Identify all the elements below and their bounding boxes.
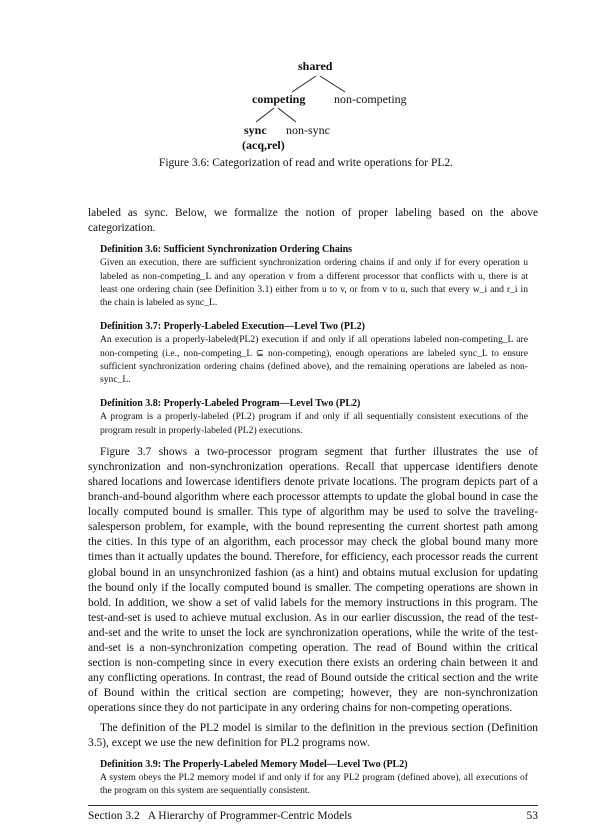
- definition-title: Definition 3.8: Properly-Labeled Program—Level Two (PL2): [100, 398, 361, 410]
- figure-node-sync: sync: [244, 123, 267, 137]
- definition-text: A program is a properly-labeled (PL2) program if and only if all sequentially consistent executions of the program result in properly-labeled (PL2) executions.: [100, 411, 528, 436]
- body-paragraph-1: Figure 3.7 shows a two-processor program segment that further illustrates the use of synchronization and non-synchronization operations. Recall that uppercase identifiers denote shared locations and lowercase identifiers denote private locations. The program depicts part of a branch-and-bound algorithm where each processor attempts to update the global bound in case the locally computed bound is smaller. This type of algorithm may be used to solve the traveling-salesperson problem, for example, with the bound representing the current shortest path among the cities. In this type of an algorithm, each processor may check the global bound many more times than it actually updates the bound. Therefore, for efficiency, each processor reads the current global bound in an unsynchronized fashion (as a hint) and obtains mutual exclusion for updating the bound only if the locally computed bound is smaller. The competing operations are shown in bold. In addition, we show a set of valid labels for the memory instructions in this program. The test-and-set is used to achieve mutual exclusion. As in our earlier discussion, the read of the test-and-set and the write to unset the lock are synchronization operations, while the write of the test-and-set is a non-synchronization competing operation. The read of Bound within the critical section is non-competing since in every execution there exists an ordering chain between it and any conflicting operations. In contrast, the read of Bound outside the critical section and the write of Bound within the critical section are competing; however, they are non-synchronization operations since they do not participate in any ordering chains for non-competing operations.: [88, 445, 538, 715]
- definition-title: Definition 3.7: Properly-Labeled Execution—Level Two (PL2): [100, 321, 365, 333]
- definition-3-7: [100, 320, 528, 386]
- definition-title: Definition 3.9: The Properly-Labeled Memory Model—Level Two (PL2): [100, 758, 408, 770]
- figure-node-non-competing: non-competing: [334, 92, 407, 106]
- definition-text: An execution is a properly-labeled(PL2) execution if and only if all operations labeled non-competing_L are non-competing (i.e., non-competing_L ⊆ non-competing), enough operations are labeled sync_L to ensure sufficient synchronization ordering chains (defined above), and the remaining operations are labeled as non-sync_L.: [100, 334, 528, 386]
- page-footer: [88, 805, 538, 823]
- definition-3-6: [100, 243, 528, 309]
- text-column: [88, 206, 538, 829]
- footer-section: Section 3.2 A Hierarchy of Programmer-Centric Models: [88, 810, 352, 823]
- definition-3-8: [100, 397, 528, 437]
- definition-title: Definition 3.6: Sufficient Synchronization Ordering Chains: [100, 244, 353, 256]
- figure-node-acq-rel: (acq,rel): [242, 138, 285, 152]
- page-number: 53: [526, 810, 538, 823]
- definition-3-9: [100, 758, 528, 798]
- definition-text: Given an execution, there are sufficient synchronization ordering chains if and only if for every operation u labeled as non-competing_L and any operation v from a different processor that conflicts with u, there is at least one ordering chain (see Definition 3.1) either from u to v, or from v to u, such that every w_i and r_i in the chain is labeled as sync_L.: [100, 257, 528, 308]
- figure-node-shared: shared: [298, 59, 333, 73]
- figure-caption: Figure 3.6: Categorization of read and write operations for PL2.: [158, 157, 454, 169]
- figure-node-competing: competing: [252, 92, 306, 106]
- definition-text: A system obeys the PL2 memory model if and only if for any PL2 program (defined above), all executions of the program on this system are sequentially consistent.: [100, 771, 528, 797]
- intro-text: labeled as sync. Below, we formalize the notion of proper labeling based on the above categorization.: [88, 207, 538, 235]
- body-paragraph-2: The definition of the PL2 model is similar to the definition in the previous section (Definition 3.5), except we use the new definition for PL2 programs now.: [88, 721, 538, 749]
- figure-node-non-sync: non-sync: [286, 123, 330, 137]
